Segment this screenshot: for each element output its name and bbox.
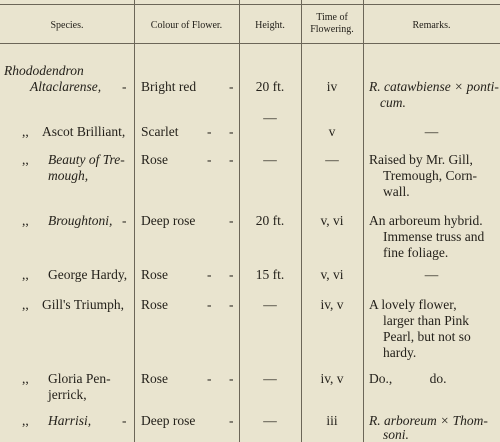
ditto-mark: ,, bbox=[22, 213, 29, 228]
remarks-line: Pearl, but not so bbox=[383, 329, 471, 344]
leader-dash: - bbox=[229, 413, 234, 428]
leader-dash: - bbox=[229, 267, 234, 282]
header-height: Height. bbox=[255, 20, 285, 31]
flowering-time: iii bbox=[326, 413, 338, 428]
remarks-line: R. catawbiense × ponti- bbox=[369, 79, 499, 94]
flower-colour: Rose bbox=[141, 267, 168, 282]
remarks-line: An arboreum hybrid. bbox=[369, 213, 483, 228]
species-name-cont: jerrick, bbox=[48, 387, 87, 402]
flower-colour: Bright red bbox=[141, 79, 197, 94]
plant-height: — bbox=[263, 110, 277, 125]
remarks-line: wall. bbox=[383, 184, 410, 199]
species-name: Gloria Pen- bbox=[48, 371, 111, 386]
leader-dash: - bbox=[207, 124, 212, 139]
leader-dash: - bbox=[207, 152, 212, 167]
species-name: George Hardy, bbox=[48, 267, 128, 282]
remarks-line: Tremough, Corn- bbox=[383, 168, 478, 183]
remarks-line: R. arboreum × Thom- bbox=[369, 413, 488, 428]
remarks-line: A lovely flower, bbox=[369, 297, 457, 312]
flowering-time: v, vi bbox=[320, 267, 344, 282]
species-name: Harrisi, bbox=[48, 413, 92, 428]
leader-dash: - bbox=[122, 413, 127, 428]
leader-dash: - bbox=[207, 371, 212, 386]
leader-dash: - bbox=[229, 297, 234, 312]
flowering-time: — bbox=[325, 152, 339, 167]
flower-colour: Scarlet bbox=[141, 124, 179, 139]
remarks-line: hardy. bbox=[383, 345, 417, 360]
genus-label: Rhododendron bbox=[4, 63, 84, 78]
flowering-time: v bbox=[328, 124, 336, 139]
header-species: Species. bbox=[50, 20, 84, 31]
remarks-line: — bbox=[424, 124, 439, 139]
plant-height: — bbox=[263, 413, 277, 428]
header-colour: Colour of Flower. bbox=[150, 20, 223, 31]
flower-colour: Rose bbox=[141, 371, 168, 386]
column-rule bbox=[363, 0, 364, 442]
flowering-time: iv, v bbox=[320, 371, 344, 386]
leader-dash: - bbox=[229, 79, 234, 94]
flower-colour: Deep rose bbox=[141, 413, 196, 428]
leader-dash: - bbox=[122, 213, 127, 228]
flowering-time: v, vi bbox=[320, 213, 344, 228]
species-name: Broughtoni, bbox=[48, 213, 113, 228]
ditto-mark: ,, bbox=[22, 371, 29, 386]
species-name-cont: mough, bbox=[48, 168, 89, 183]
leader-dash: - bbox=[122, 79, 127, 94]
remarks-line: Do., do. bbox=[369, 371, 447, 386]
plant-height: 20 ft. bbox=[255, 79, 285, 94]
flowering-time: iv bbox=[326, 79, 338, 94]
species-name: Gill's Triumph, bbox=[42, 297, 124, 312]
leader-dash: - bbox=[229, 152, 234, 167]
ditto-mark: ,, bbox=[22, 152, 29, 167]
header-time-line1: Time of bbox=[316, 12, 348, 23]
flowering-time: iv, v bbox=[320, 297, 344, 312]
plant-height: 15 ft. bbox=[255, 267, 285, 282]
header-remarks: Remarks. bbox=[412, 20, 451, 31]
flower-colour: Rose bbox=[141, 152, 168, 167]
plant-height: — bbox=[263, 371, 277, 386]
plant-height: — bbox=[263, 152, 277, 167]
remarks-line: Immense truss and bbox=[383, 229, 485, 244]
leader-dash: - bbox=[229, 124, 234, 139]
remarks-line: soni. bbox=[383, 427, 409, 442]
leader-dash: - bbox=[207, 297, 212, 312]
remarks-line: — bbox=[424, 267, 439, 282]
table-top-rule bbox=[0, 4, 500, 5]
leader-dash: - bbox=[229, 371, 234, 386]
species-name: Beauty of Tre- bbox=[48, 152, 125, 167]
flower-colour: Deep rose bbox=[141, 213, 196, 228]
ditto-mark: ,, bbox=[22, 413, 29, 428]
plant-height: — bbox=[263, 297, 277, 312]
plant-height: 20 ft. bbox=[255, 213, 285, 228]
remarks-line: larger than Pink bbox=[383, 313, 469, 328]
leader-dash: - bbox=[207, 267, 212, 282]
leader-dash: - bbox=[229, 213, 234, 228]
remarks-line: Raised by Mr. Gill, bbox=[369, 152, 473, 167]
ditto-mark: ,, bbox=[22, 267, 29, 282]
column-rule bbox=[134, 0, 135, 442]
species-name: Ascot Brilliant, bbox=[42, 124, 126, 139]
ditto-mark: ,, bbox=[22, 297, 29, 312]
flower-colour: Rose bbox=[141, 297, 168, 312]
ditto-mark: ,, bbox=[22, 124, 29, 139]
header-bottom-rule bbox=[0, 43, 500, 44]
remarks-line: cum. bbox=[380, 95, 406, 110]
remarks-line: fine foliage. bbox=[383, 245, 449, 260]
species-name: Altaclarense, bbox=[30, 79, 102, 94]
header-time-line2: Flowering. bbox=[310, 24, 354, 35]
